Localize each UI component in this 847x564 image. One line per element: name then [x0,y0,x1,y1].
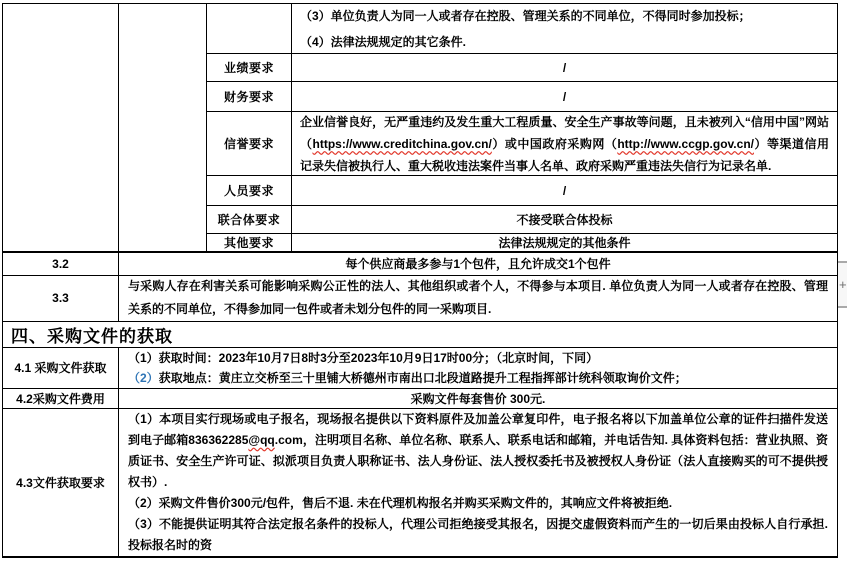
performance-requirement-label: 业绩要求 [207,54,292,81]
table-row [207,54,837,82]
finance-requirement-value: / [562,89,567,104]
scrollbar-plus-widget[interactable] [838,261,847,308]
registration-text-part: （1）本项目实行现场或电子报名，现场报名提供以下资料原件及加盖公章复印件，电子报名将以下加盖单位公章的证件扫描件发送到电子邮箱 [128,412,828,447]
credit-text-part: 企业信誉良好，无严重违约及发生重大工程质量、安全生产事故等问题，且未被列入“信用中国”网站（ [300,114,829,151]
table-row [207,82,837,112]
row-4-3-label: 4.3文件获取要求 [3,409,119,556]
clause-3-3-text: 与采购人存在利害关系可能影响采购公正性的法人、其他组织或者个人，不得参与本项目. 单位负责人为同一人或者存在控股、管理关系的不同单位，不得参加同一包件或者未划分包件的同一采购项目. [128,279,828,317]
table-row [3,276,837,322]
email-user-part: 836362285 [188,433,249,447]
finance-requirement-label: 财务要求 [207,82,292,111]
credit-text-part: ）等渠道信用记录失信被执行人、重大税收违法案件当事人名单、政府采购严重违法失信行为记录名单. [300,136,829,173]
credit-requirement-value [292,112,837,175]
table-row [207,112,837,176]
row-4-3-cell [119,409,837,556]
table-row [207,176,837,206]
row-4-1-cell [119,348,837,388]
clause-number-3-2: 3.2 [3,253,119,275]
qualification-section [3,4,837,253]
clause-number-3-3: 3.3 [3,276,119,321]
credit-requirement-text [300,111,829,177]
consortium-requirement-value: 不接受联合体投标 [516,213,613,227]
table-row [3,253,837,276]
clause-4-text: （4）法律法规规定的其它条件. [300,34,467,49]
table-row [207,234,837,251]
personnel-requirement-label: 人员要求 [207,176,292,205]
acquisition-place-text [128,368,828,388]
table-row [3,348,837,389]
ccgp-url: http://www.ccgp.gov.cn/ [617,136,754,151]
creditchina-url: https://www.creditchina.gov.cn/ [312,136,492,151]
plus-icon[interactable]: + [839,277,847,292]
clause-3-text: （3）单位负责人为同一人或者存在控股、管理关系的不同单位，不得同时参加投标； [300,8,751,23]
credit-text-part: ）或中国政府采购网（ [491,136,618,151]
other-requirement-label: 其他要求 [207,234,292,251]
acquisition-time-text: （1）获取时间：2023年10月7日8时3分至2023年10月9日17时00分；（北京时间，下同） [128,350,599,365]
row-4-2-label: 4.2采购文件费用 [3,389,119,408]
section-4-title: 四、采购文件的获取 [3,322,837,348]
qualification-grid [207,4,837,251]
registration-text-part: ，注明项目名称、单位名称、联系人、联系电话和邮箱，并电话告知. 具体资料包括：营业执照、资质证书、安全生产许可证、拟派项目负责人职称证书、法人身份证、法人授权委托书及被授权人身份证（法人直接购买的可不提供授权书）. [128,433,828,489]
rejection-clause-text: （3）不能提供证明其符合法定报名条件的投标人，代理公司拒绝接受其报名，因提交虚假资料而产生的一切后果由投标人自行承担. 投标报名时的资 [128,517,828,552]
clause-3-3-cell [119,276,837,321]
table-row [3,409,837,556]
table-row [207,206,837,234]
continuation-clauses-cell [292,4,837,53]
personnel-requirement-value: / [562,183,567,198]
procurement-document-table [2,3,838,558]
empty-clause-title-column [119,4,207,251]
credit-requirement-label: 信誉要求 [207,112,292,175]
document-fee-text: 采购文件每套售价 300元. [410,391,546,406]
consortium-requirement-label: 联合体要求 [207,206,292,233]
acquisition-place-value: 获取地点：黄庄立交桥至三十里铺大桥德州市南出口北段道路提升工程指挥部计统科领取询价文件； [158,370,687,385]
empty-clause-number-column [3,4,119,251]
other-requirement-value: 法律法规规定的其他条件 [498,236,631,250]
requirement-label-empty [207,4,292,53]
performance-requirement-value: / [562,60,567,75]
fee-refund-text: （2）采购文件售价300元/包件，售后不退. 未在代理机构报名并购买采购文件的，其响应文件将被拒绝. [128,496,673,510]
email-domain-part: .com [274,433,303,447]
registration-requirement-text [128,409,828,493]
table-row [207,4,837,54]
row-4-1-label: 4.1 采购文件获取 [3,348,119,388]
item-2-number: （2） [128,370,159,385]
clause-3-2-text: 每个供应商最多参与1个包件，且允许成交1个包件 [345,257,611,272]
email-at-part: @qq [248,433,275,447]
table-row [3,389,837,409]
